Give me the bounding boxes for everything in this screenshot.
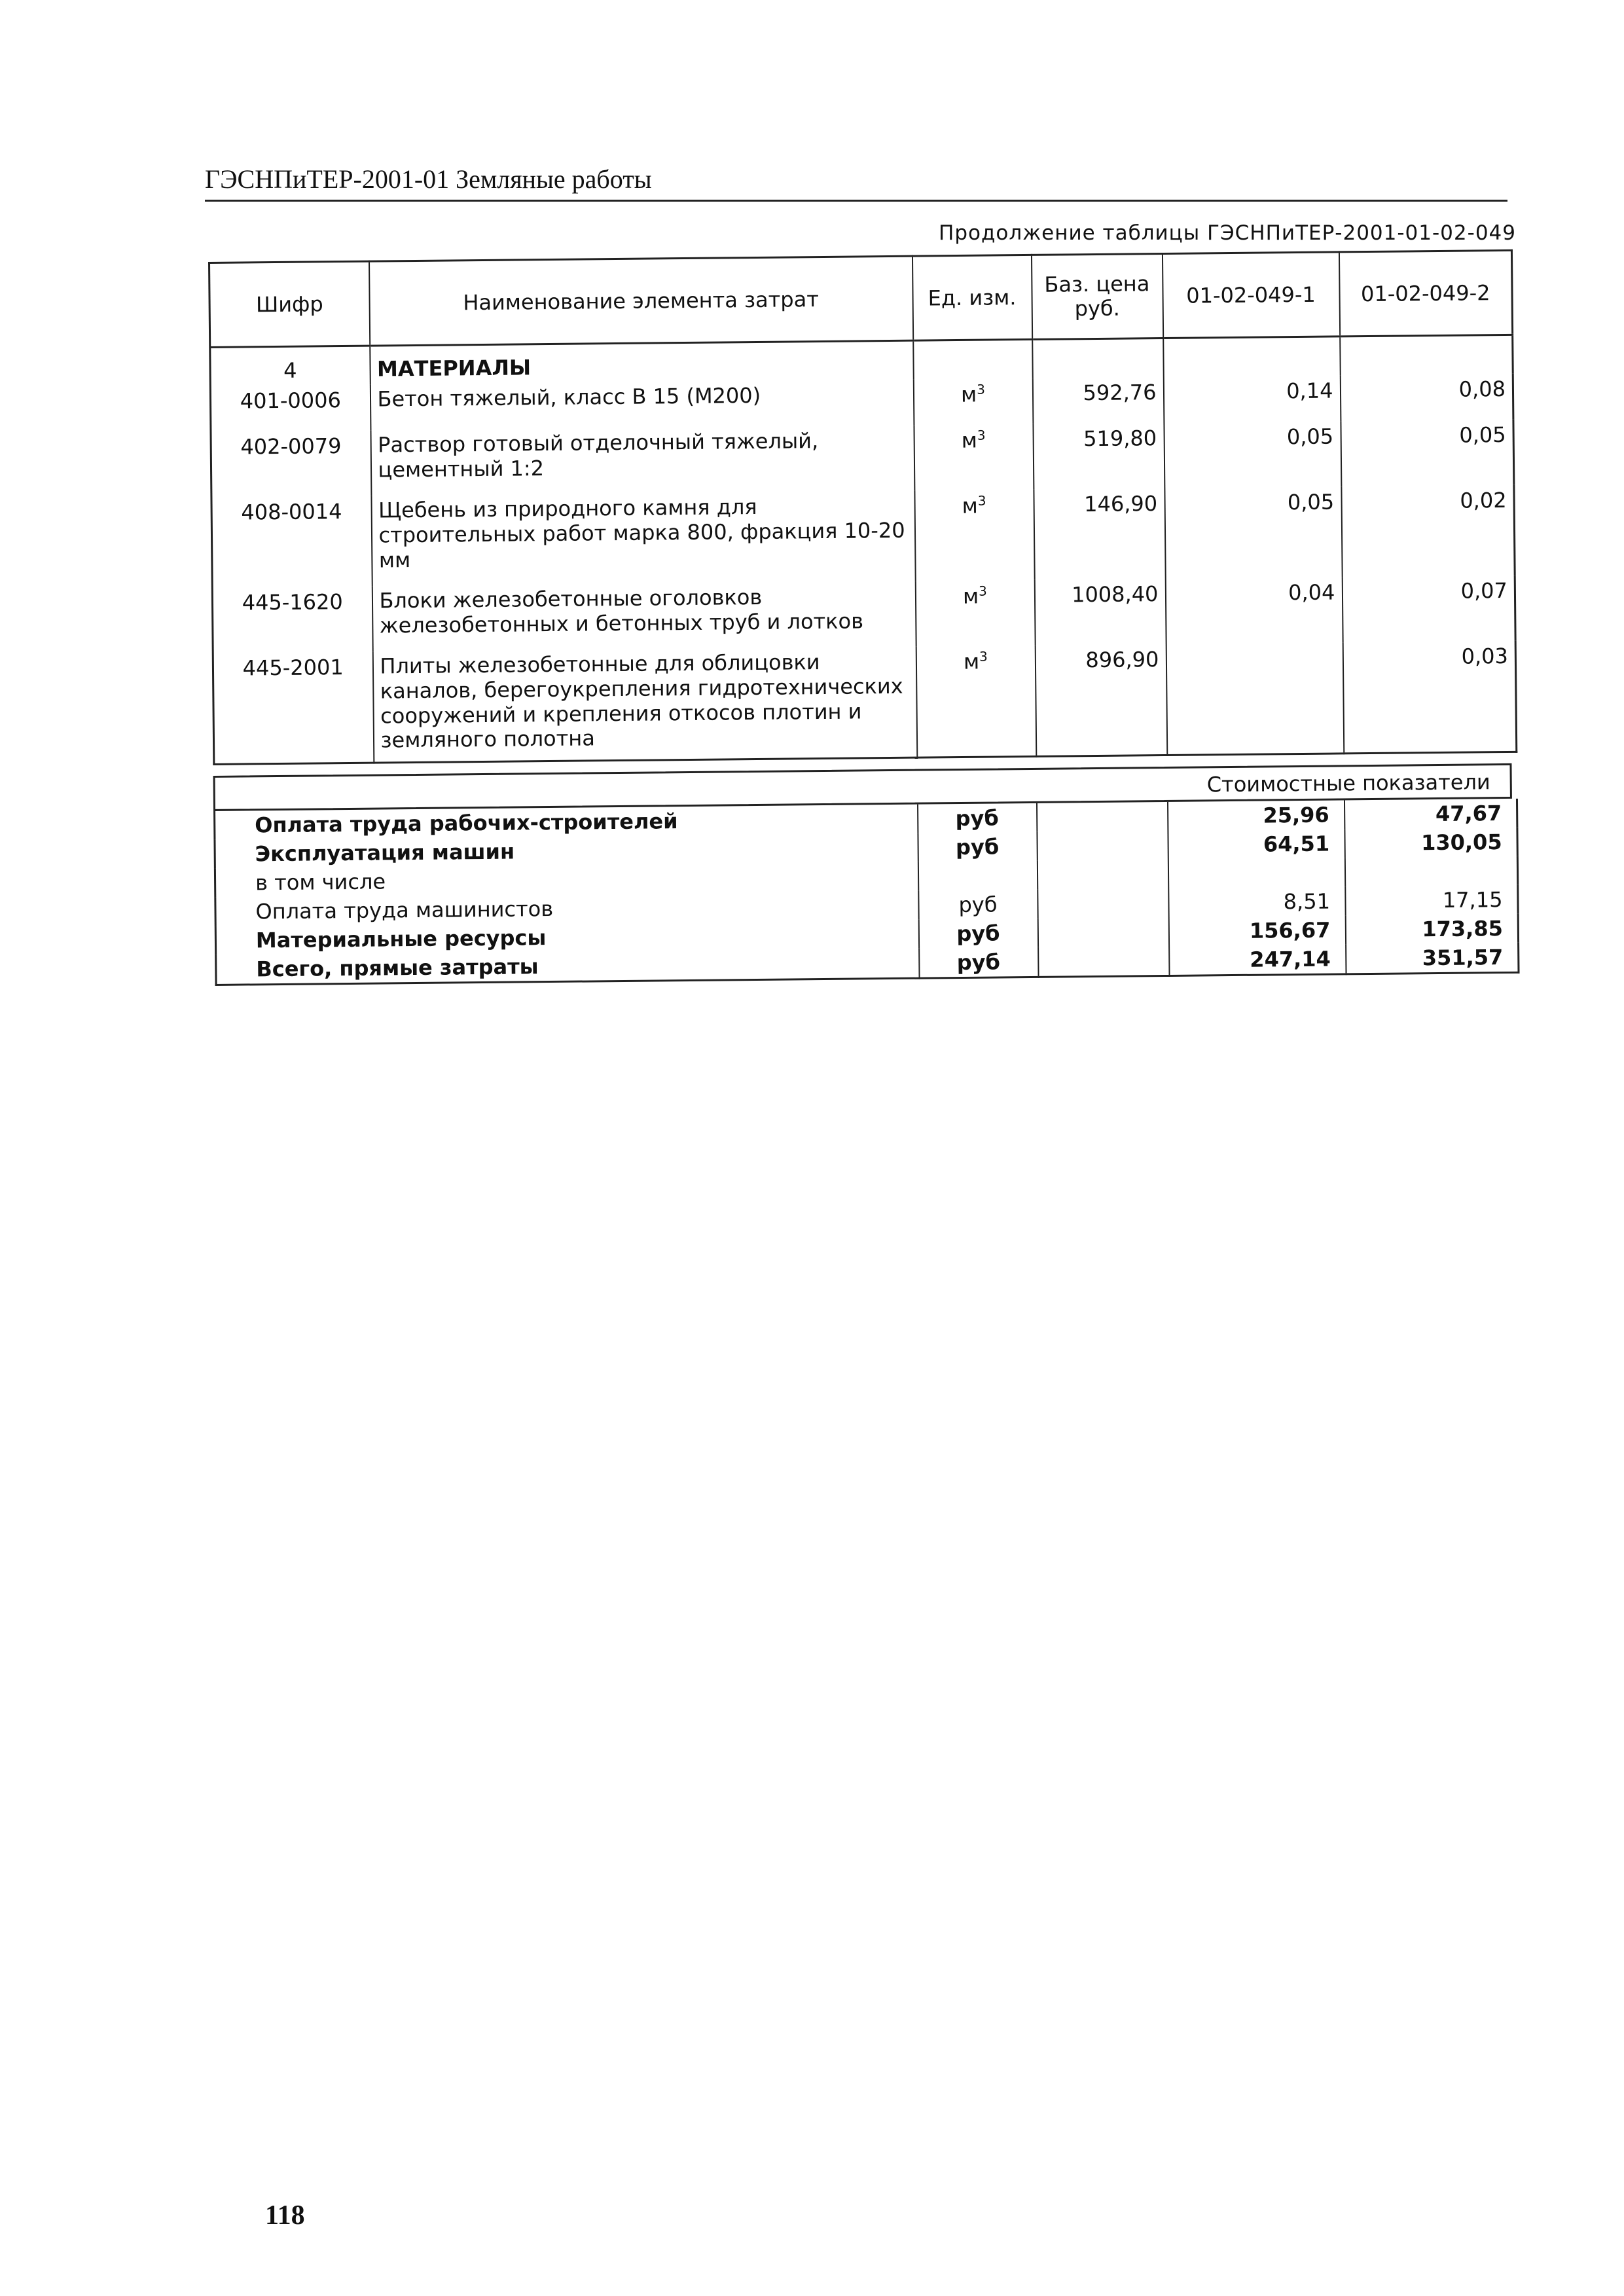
summary-label: в том числе: [255, 869, 386, 896]
cost-indicators-heading: Стоимостные показатели: [213, 763, 1512, 811]
row-unit: $м^3$: [914, 424, 1034, 491]
summary-label: Всего, прямые затраты: [256, 954, 539, 982]
row-value-1: 0,05: [1164, 421, 1341, 488]
row-name: Плиты железобетонные для облицовки каналов, берегоукрепления гидротехнических сооружений и крепления откосов плотин и земляного полотна: [372, 647, 917, 763]
summary-value-2: 351,57: [1346, 943, 1519, 974]
row-value-1: [1166, 642, 1344, 755]
section-name: МАТЕРИАЛЫ: [370, 340, 914, 384]
row-name: Блоки железобетонные оголовков железобетонных и бетонных труб и лотков: [372, 581, 916, 652]
summary-unit: руб: [918, 919, 1038, 949]
summary-unit: руб: [918, 832, 1037, 862]
summary-value-2: 130,05: [1344, 828, 1517, 858]
header-price: Баз. цена руб.: [1031, 254, 1163, 340]
table-row: [211, 485, 1515, 588]
running-header-title: ГЭСНПиТЕР-2001-01 Земляные работы: [205, 164, 652, 194]
table-row: [211, 420, 1514, 498]
table-continuation-caption: Продолжение таблицы ГЭСНПиТЕР-2001-01-02-049: [939, 221, 1516, 245]
row-value-2: 0,08: [1340, 374, 1513, 422]
table-row: [212, 575, 1515, 653]
row-unit: $м^3$: [915, 580, 1035, 647]
row-name: Раствор готовый отделочный тяжелый, цементный 1:2: [370, 426, 914, 496]
summary-unit: руб: [919, 947, 1038, 978]
row-value-2: 0,03: [1343, 641, 1517, 754]
summary-value-1: 247,14: [1169, 944, 1346, 975]
header-unit: Ед. изм.: [912, 255, 1032, 340]
row-value-1: 0,05: [1164, 486, 1342, 579]
summary-unit: руб: [918, 890, 1038, 920]
summary-unit: руб: [918, 803, 1037, 833]
summary-value-1: 156,67: [1168, 915, 1345, 946]
row-price: 1008,40: [1034, 579, 1166, 646]
row-price: 896,90: [1035, 644, 1167, 756]
running-header: [205, 164, 1507, 202]
row-value-2: 0,02: [1341, 485, 1515, 577]
row-price: 592,76: [1032, 377, 1164, 424]
row-value-1: 0,14: [1163, 375, 1341, 423]
summary-value-2: 173,85: [1345, 914, 1518, 945]
section-code: 4: [210, 346, 370, 386]
header-col1: 01-02-049-1: [1162, 252, 1339, 338]
row-value-1: 0,04: [1165, 577, 1343, 644]
summary-label: Оплата труда машинистов: [255, 896, 554, 924]
row-unit: $м^3$: [913, 378, 1033, 426]
row-code: 445-2001: [213, 652, 374, 765]
row-unit: $м^3$: [914, 490, 1034, 581]
materials-table: [208, 249, 1517, 765]
summary-value-1: 25,96: [1167, 800, 1344, 831]
row-price: 146,90: [1034, 488, 1165, 580]
summary-value-2: 47,67: [1344, 799, 1517, 829]
summary-value-1: 8,51: [1168, 886, 1345, 917]
table-row: [213, 641, 1517, 765]
row-code: 402-0079: [211, 431, 371, 498]
row-code: 445-1620: [212, 587, 372, 653]
header-name: Наименование элемента затрат: [369, 256, 913, 346]
header-col2: 01-02-049-2: [1339, 250, 1512, 337]
cost-summary-table: [213, 799, 1519, 986]
row-unit: $м^3$: [916, 646, 1036, 757]
summary-value-1: 64,51: [1168, 829, 1344, 860]
summary-label: Оплата труда рабочих-строителей: [255, 809, 678, 838]
row-value-2: 0,07: [1342, 575, 1515, 643]
summary-label: Эксплуатация машин: [255, 839, 515, 867]
table-header-row: [209, 250, 1513, 347]
summary-label: Материальные ресурсы: [255, 925, 547, 953]
page-number: 118: [265, 2200, 305, 2231]
row-code: 408-0014: [211, 496, 372, 588]
row-name: Бетон тяжелый, класс В 15 (М200): [370, 380, 914, 431]
header-code: Шифр: [209, 261, 370, 347]
summary-value-2: 17,15: [1345, 885, 1518, 916]
row-value-2: 0,05: [1341, 420, 1514, 487]
row-name: Щебень из природного камня для строительных работ марка 800, фракция 10-20 мм: [371, 491, 915, 587]
row-price: 519,80: [1033, 423, 1164, 490]
row-code: 401-0006: [210, 385, 370, 432]
resource-table-block: [208, 249, 1544, 986]
